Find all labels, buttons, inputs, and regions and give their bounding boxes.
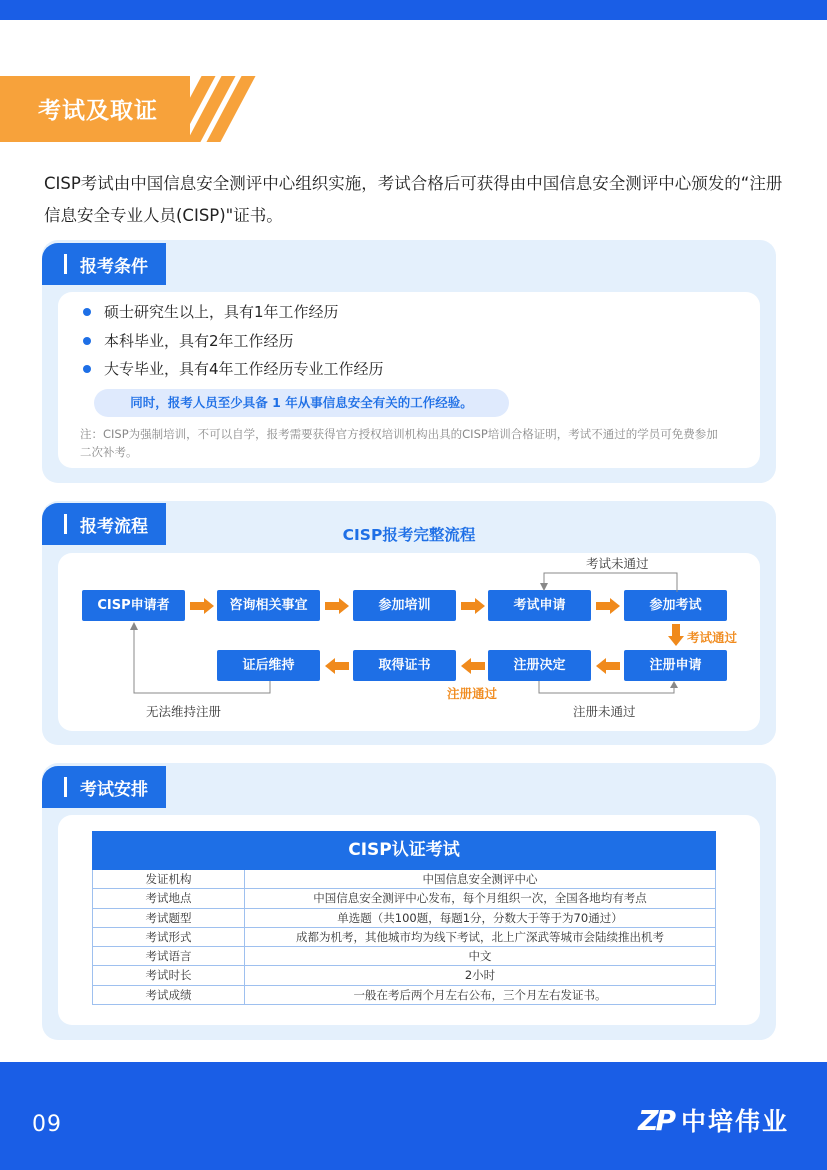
table-key: 考试成绩	[93, 986, 245, 1004]
table-value: 2小时	[464, 968, 496, 983]
table-key: 考试形式	[93, 928, 245, 946]
arrow-left-icon	[325, 658, 349, 674]
conditions-note: 注：CISP为强制培训，不可以自学，报考需要获得官方授权培训机构出具的CISP培训合格证明，考试不通过的学员可免费参加二次补考。	[80, 427, 718, 459]
table-value: 单选题（共100题，每题1分，分数大于等于为70通过）	[337, 910, 623, 925]
arrow-right-icon	[461, 598, 485, 614]
list-item: 大专毕业，具有4年工作经历专业工作经历	[82, 355, 384, 384]
schedule-tab-label: 考试安排	[80, 780, 148, 800]
arrow-left-icon	[596, 658, 620, 674]
flow-node-training: 参加培训	[353, 590, 456, 621]
list-item: 硕士研究生以上，具有1年工作经历	[82, 298, 384, 327]
table-value: 中国信息安全测评中心	[422, 872, 538, 886]
arrow-down-icon	[668, 624, 684, 646]
conditions-tab-label: 报考条件	[80, 257, 148, 277]
label-reg-fail: 注册未通过	[573, 704, 636, 719]
table-key: 考试语言	[93, 947, 245, 965]
table-key: 考试时长	[93, 966, 245, 984]
footer-bar	[0, 1062, 827, 1170]
list-item: 本科毕业，具有2年工作经历	[82, 327, 384, 356]
exam-table-title: CISP认证考试	[92, 831, 716, 870]
table-row	[92, 966, 716, 985]
label-reg-pass: 注册通过	[447, 686, 498, 701]
table-key: 发证机构	[93, 870, 245, 888]
conditions-panel	[42, 240, 776, 483]
page-number: 09	[32, 1112, 62, 1137]
table-key: 考试地点	[93, 889, 245, 907]
arrow-right-icon	[596, 598, 620, 614]
table-key: 考试题型	[93, 909, 245, 927]
conditions-tab	[42, 243, 166, 285]
brand-mark-icon: ZP	[638, 1103, 673, 1137]
brand-logo	[638, 1102, 789, 1138]
table-value: 成都为机考，其他城市均为线下考试，北上广深武等城市会陆续推出机考	[296, 929, 664, 944]
conditions-highlight: 同时，报考人员至少具备 1 年从事信息安全有关的工作经验。	[94, 389, 509, 417]
conditions-list	[82, 298, 384, 384]
label-exam-pass: 考试通过	[687, 630, 738, 645]
table-row	[92, 986, 716, 1005]
schedule-tab	[42, 766, 166, 808]
intro-paragraph: CISP考试由中国信息安全测评中心组织实施，考试合格后可获得由中国信息安全测评中心颁发的“注册信息安全专业人员(CISP)"证书。	[44, 174, 783, 225]
maintain-fail-loop	[128, 621, 275, 699]
process-tab-label: 报考流程	[80, 517, 148, 537]
table-row	[92, 928, 716, 947]
table-row	[92, 870, 716, 889]
label-exam-fail: 考试未通过	[583, 554, 652, 572]
exam-table	[92, 831, 716, 1005]
flow-node-applicant: CISP申请者	[82, 590, 185, 621]
flow-node-exam-apply: 考试申请	[488, 590, 591, 621]
reg-fail-loop	[537, 681, 682, 701]
top-bar	[0, 0, 827, 20]
table-value: 中国信息安全测评中心发布，每个月组织一次，全国各地均有考点	[313, 891, 647, 906]
table-value: 一般在考后两个月左右公布，三个月左右发证书。	[353, 987, 607, 1002]
arrow-left-icon	[461, 658, 485, 674]
brand-name: 中培伟业	[680, 1107, 789, 1136]
arrow-right-icon	[190, 598, 214, 614]
tab-bar	[64, 777, 67, 797]
tab-bar	[64, 254, 67, 274]
flow-node-take-exam: 参加考试	[624, 590, 727, 621]
flow-node-reg-decision: 注册决定	[488, 650, 591, 681]
arrow-right-icon	[325, 598, 349, 614]
table-value: 中文	[468, 949, 492, 964]
flow-node-consult: 咨询相关事宜	[217, 590, 320, 621]
table-row	[92, 909, 716, 928]
process-title: CISP报考完整流程	[342, 526, 476, 544]
label-maintain-fail: 无法维持注册	[146, 704, 222, 719]
process-panel	[42, 501, 776, 745]
section-title: 考试及取证	[38, 98, 158, 124]
table-row	[92, 889, 716, 908]
section-banner	[0, 76, 250, 142]
flow-node-certificate: 取得证书	[353, 650, 456, 681]
table-row	[92, 947, 716, 966]
flow-node-maintain: 证后维持	[217, 650, 320, 681]
schedule-panel	[42, 763, 776, 1040]
flow-node-reg-apply: 注册申请	[624, 650, 727, 681]
